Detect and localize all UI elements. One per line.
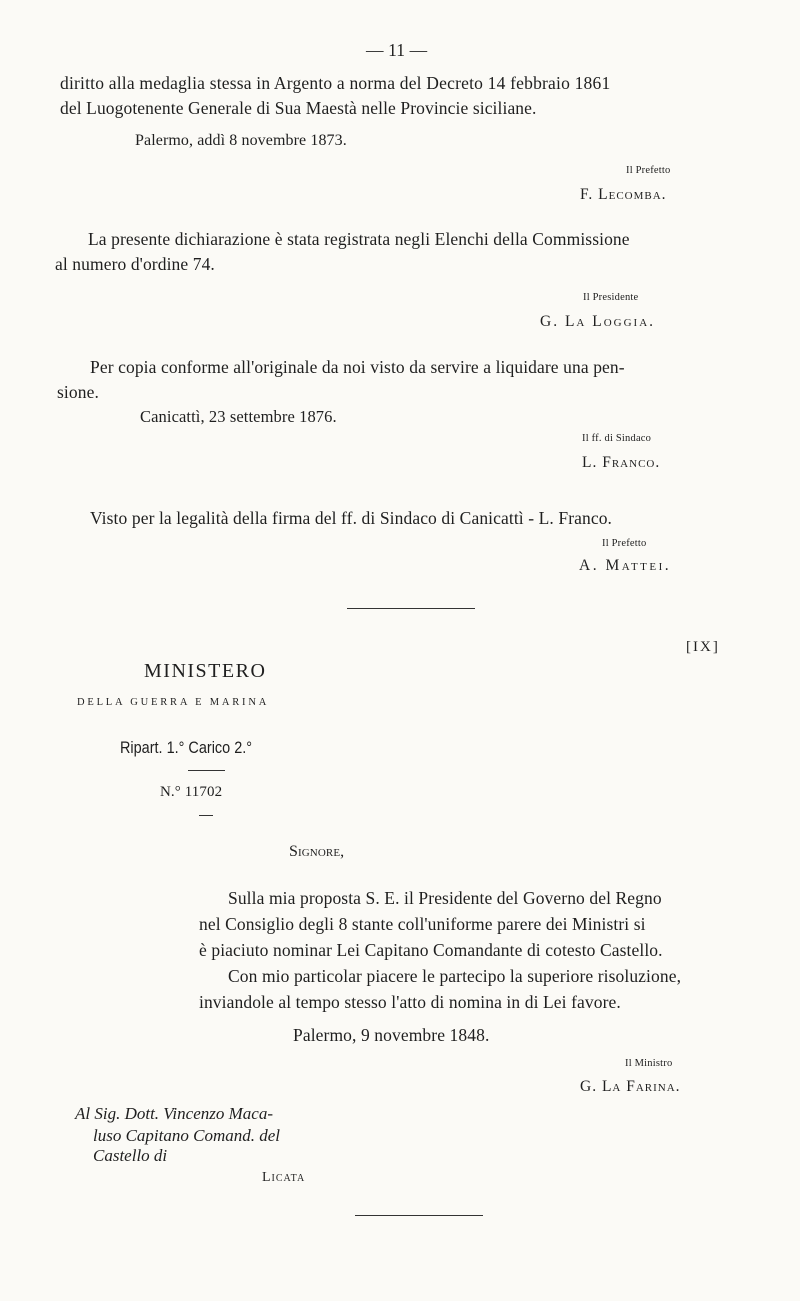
copy-place-date: Canicattì, 23 settembre 1876. bbox=[140, 407, 337, 426]
section-marker: [IX] bbox=[686, 639, 720, 655]
address-line-1: Al Sig. Dott. Vincenzo Maca- bbox=[75, 1104, 273, 1123]
letter-signature-name: G. La Farina. bbox=[580, 1078, 681, 1095]
address-line-3: Castello di bbox=[93, 1146, 168, 1165]
registration-signature-title: Il Presidente bbox=[583, 292, 639, 303]
visto-line: Visto per la legalità della firma del ff. di Sindaco di Canicattì - L. Franco. bbox=[90, 508, 613, 528]
top-signature-name: F. Lecomba. bbox=[580, 186, 667, 203]
ripart-label: Ripart. 1.° Carico 2.° bbox=[120, 738, 253, 757]
registration-line-1: La presente dichiarazione è stata registrata negli Elenchi della Commissione bbox=[88, 229, 630, 249]
copy-line-2: sione. bbox=[57, 382, 99, 402]
divider-rule-1 bbox=[347, 608, 475, 609]
letter-line-5: inviandole al tempo stesso l'atto di nomina in di Lei favore. bbox=[199, 992, 621, 1012]
registration-line-2: al numero d'ordine 74. bbox=[55, 254, 215, 274]
ripart-underline bbox=[188, 770, 225, 771]
top-signature-title: Il Prefetto bbox=[626, 165, 671, 176]
address-line-2: luso Capitano Comand. del bbox=[93, 1126, 281, 1145]
letter-signature-title: Il Ministro bbox=[625, 1058, 673, 1069]
registration-signature-name: G. La Loggia. bbox=[540, 313, 656, 330]
divider-rule-2 bbox=[355, 1215, 483, 1216]
page-number: — 11 — bbox=[366, 40, 428, 60]
number-underline bbox=[199, 815, 213, 816]
protocol-number: N.° 11702 bbox=[160, 784, 223, 800]
top-line-1: diritto alla medaglia stessa in Argento a norma del Decreto 14 febbraio 1861 bbox=[60, 73, 611, 93]
letter-salutation: Signore, bbox=[289, 843, 345, 860]
top-line-2: del Luogotenente Generale di Sua Maestà nelle Provincie siciliane. bbox=[60, 98, 537, 118]
copy-signature-name: L. Franco. bbox=[582, 454, 661, 471]
letter-line-2: nel Consiglio degli 8 stante coll'uniforme parere dei Ministri si bbox=[199, 914, 646, 934]
letter-place-date: Palermo, 9 novembre 1848. bbox=[293, 1025, 490, 1045]
visto-signature-title: Il Prefetto bbox=[602, 538, 647, 549]
copy-line-1: Per copia conforme all'originale da noi visto da servire a liquidare una pen- bbox=[90, 357, 625, 377]
visto-signature-name: A. Mattei. bbox=[579, 557, 672, 574]
ministry-heading: MINISTERO bbox=[144, 660, 267, 682]
letter-line-4: Con mio particolar piacere le partecipo la superiore risoluzione, bbox=[228, 966, 682, 986]
letter-line-3: è piaciuto nominar Lei Capitano Comandante di cotesto Castello. bbox=[199, 940, 663, 960]
letter-line-1: Sulla mia proposta S. E. il Presidente del Governo del Regno bbox=[228, 888, 662, 908]
copy-signature-title: Il ff. di Sindaco bbox=[582, 433, 652, 444]
address-city: Licata bbox=[262, 1170, 306, 1185]
ministry-department: DELLA GUERRA E MARINA bbox=[77, 697, 270, 708]
top-place-date: Palermo, addì 8 novembre 1873. bbox=[135, 132, 347, 149]
